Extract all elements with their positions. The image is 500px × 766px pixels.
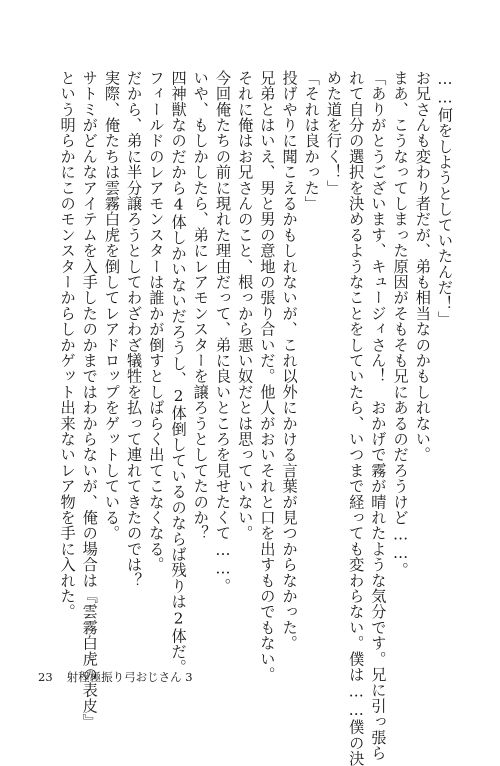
text-line: 「それは良かった」 — [302, 70, 321, 212]
text-line: めた道を行く！」 — [324, 70, 343, 196]
text-line: 実際、俺たちは雲霧白虎を倒してレアドロップをゲットしている。 — [102, 70, 121, 541]
page-footer — [38, 669, 193, 685]
text-line: 「ありがとうございます、キュージィさん！ おかげで霧が晴れたような気分です。兄に引っ張ら — [369, 70, 388, 761]
text-line: それに俺はお兄さんのこと、根っから悪い奴だとは思っていない。 — [236, 70, 255, 541]
text-line: れて自分の選択を決めるようなことをしていたら、いつまで経っても変わらない。僕は……僕の決 — [347, 70, 366, 766]
text-line: 投げやりに聞こえるかもしれないが、これ以外にかける言葉が見つからなかった。 — [280, 70, 299, 651]
text-line: サトミがどんなアイテムを入手したのかまではわからないが、俺の場合は『雲霧白虎の表皮』 — [80, 70, 99, 730]
text-line: 四神獣なのだから4体しかいないだろうし、2体倒しているのならば残りは2体だ。 — [169, 70, 188, 675]
page-number: 23 — [38, 670, 53, 684]
text-line: フィールドのレアモンスターは誰かが倒すとしばらく出てこなくなる。 — [147, 70, 166, 573]
text-line: お兄さんも変わり者だが、弟も相当なのかもしれない。 — [413, 70, 432, 463]
running-title: 射程極振り弓おじさん 3 — [66, 670, 193, 684]
text-line: という明らかにこのモンスターからしかゲット出来ないレア物を手に入れた。 — [58, 70, 77, 620]
text-line: いや、もしかしたら、弟にレアモンスターを譲ろうとしてたのか？ — [191, 70, 210, 541]
text-line: 兄弟とはいえ、男と男の意地の張り合いだ。他人がおいそれと口を出すものでもない。 — [258, 70, 277, 683]
text-line: まあ、こうなってしまった原因がそもそも兄にあるのだろうけど……。 — [391, 70, 410, 578]
text-line: ……何をしようとしていたんだ！」 — [436, 70, 454, 327]
text-line: 今回俺たちの前に現れた理由だって、弟に良いところを見せたくて……。 — [213, 70, 232, 594]
text-line: だから、弟に半分譲ろうとしてわざわざ犠牲を払って連れてきたのでは？ — [125, 70, 144, 589]
